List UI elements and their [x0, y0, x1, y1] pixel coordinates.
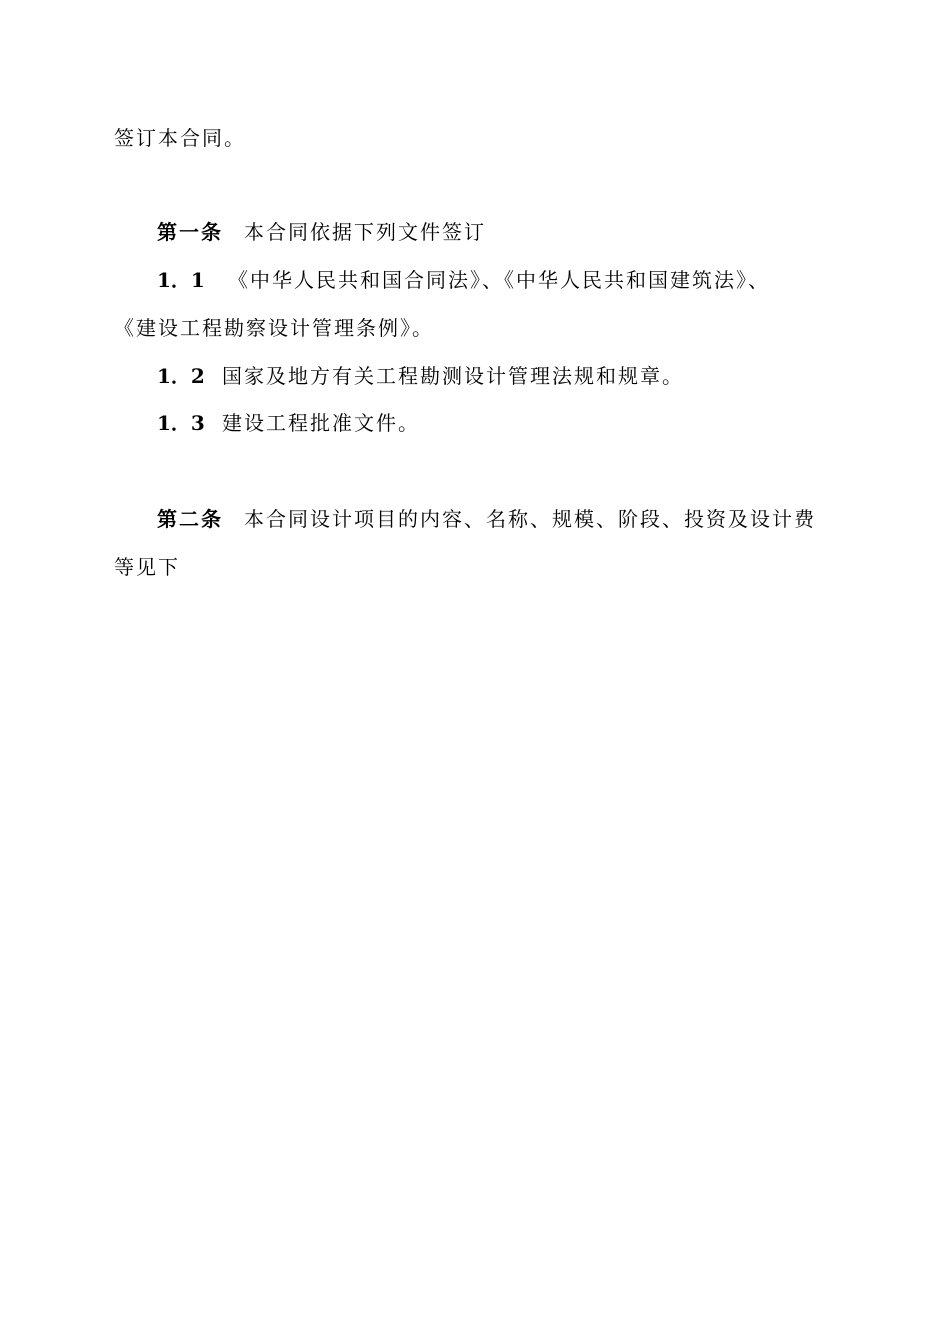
article1-heading: [157, 218, 223, 246]
item-1-3-text: 建设工程批准文件。: [222, 411, 420, 435]
article1-label: 第一条: [157, 220, 223, 244]
article2-text: 本合同设计项目的内容、名称、规模、阶段、投资及设计费: [244, 507, 816, 531]
article2-label: 第二条: [157, 507, 223, 531]
item-1-2-number: 1．2: [157, 364, 205, 388]
article2-heading: [157, 505, 223, 533]
item-1-3-number: 1．3: [157, 411, 205, 435]
item-1-1-text: 《中华人民共和国合同法》、《中华人民共和国建筑法》、: [228, 268, 770, 292]
article1-title: 本合同依据下列文件签订: [244, 220, 486, 244]
article2-text-continued: 等见下: [114, 555, 180, 579]
item-1-2-text: 国家及地方有关工程勘测设计管理法规和规章。: [222, 364, 684, 388]
intro-line: 签订本合同。: [114, 126, 246, 150]
item-1-1-text-continued: 《建设工程勘察设计管理条例》。: [114, 316, 434, 340]
item-1-1-number: 1．1: [157, 268, 205, 292]
